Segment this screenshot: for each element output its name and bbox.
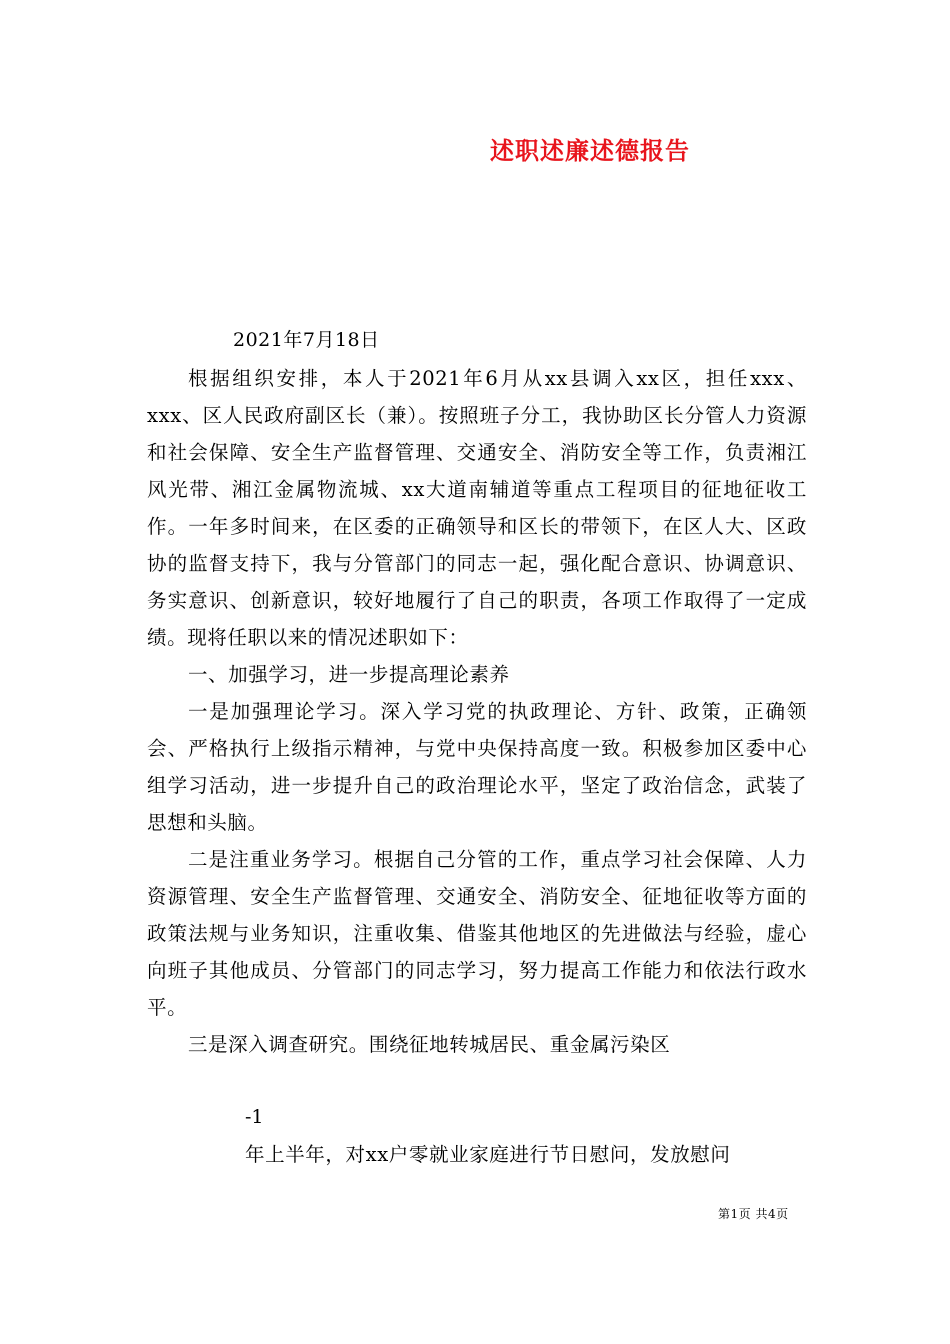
- paragraph-business-study: 二是注重业务学习。根据自己分管的工作，重点学习社会保障、人力资源管理、安全生产监督管理、交通安全、消防安全、征地征收等方面的政策法规与业务知识，注重收集、借鉴其他地区的先进做法与经验，虚心向班子其他成员、分管部门的同志学习，努力提高工作能力和依法行政水平。: [147, 848, 807, 1019]
- paragraph-continuation: 年上半年，对xx户零就业家庭进行节日慰问，发放慰问: [245, 1143, 731, 1166]
- section-heading-1: 一、加强学习，进一步提高理论素养: [187, 663, 510, 686]
- paragraph-research: 三是深入调查研究。围绕征地转城居民、重金属污染区: [187, 1033, 671, 1056]
- page-footer: 第1页 共4页: [718, 1207, 789, 1221]
- paragraph-theory-study: 一是加强理论学习。深入学习党的执政理论、方针、政策，正确领会、严格执行上级指示精神，与党中央保持高度一致。积极参加区委中心组学习活动，进一步提升自己的政治理论水平，坚定了政治信念，武装了思想和头脑。: [147, 700, 807, 834]
- document-body: [147, 360, 807, 1063]
- document-date: 2021年7月18日: [233, 329, 380, 351]
- paragraph-intro: 根据组织安排，本人于2021年6月从xx县调入xx区，担任xxx、xxx、区人民政府副区长（兼）。按照班子分工，我协助区长分管人力资源和社会保障、安全生产监督管理、交通安全、消防安全等工作，负责湘江风光带、湘江金属物流城、xx大道南辅道等重点工程项目的征地征收工作。一年多时间来，在区委的正确领导和区长的带领下，在区人大、区政协的监督支持下，我与分管部门的同志一起，强化配合意识、协调意识、务实意识、创新意识，较好地履行了自己的职责，各项工作取得了一定成绩。现将任职以来的情况述职如下：: [147, 367, 807, 649]
- page-marker: -1: [245, 1106, 264, 1128]
- document-title: 述职述廉述德报告: [490, 136, 690, 165]
